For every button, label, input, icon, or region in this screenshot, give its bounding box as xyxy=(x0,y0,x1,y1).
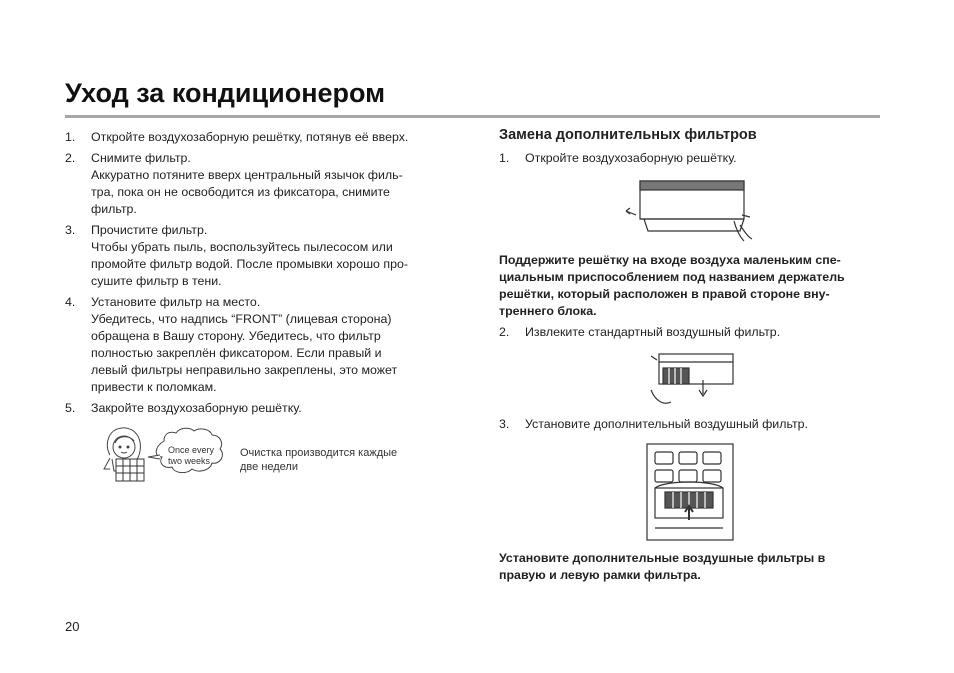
list-item xyxy=(65,150,450,218)
extra-filter-step-1 xyxy=(499,150,881,167)
note-line: Поддержите решётку на входе воздуха маленьким спе- xyxy=(499,253,841,267)
remove-filter-figure xyxy=(645,350,745,410)
list-item xyxy=(499,150,881,167)
list-item xyxy=(65,222,450,290)
caption-line: две недели xyxy=(240,461,298,473)
step-number: 4. xyxy=(65,295,76,309)
note-line: правую и левую рамки фильтра. xyxy=(499,568,701,582)
step-text: Установите фильтр на место. xyxy=(91,295,261,309)
extra-filter-step-2 xyxy=(499,324,881,345)
step-text: Закройте воздухозаборную решётку. xyxy=(91,401,302,415)
note-line: треннего блока. xyxy=(499,304,597,318)
list-item xyxy=(65,294,450,396)
step-text: сушите фильтр в тени. xyxy=(91,274,222,288)
step-text: Откройте воздухозаборную решётку, потянув её вверх. xyxy=(91,130,409,144)
step-text: привести к поломкам. xyxy=(91,380,217,394)
step-number: 1. xyxy=(499,151,510,165)
hand-icon xyxy=(651,390,671,403)
step-text: полностью закреплён фиксатором. Если правый и xyxy=(91,346,382,360)
list-item xyxy=(499,324,881,341)
cleaning-steps-list xyxy=(65,129,450,417)
step-number: 2. xyxy=(499,325,510,339)
list-item xyxy=(499,416,881,433)
step-text: обращена в Вашу сторону. Убедитесь, что фильтр xyxy=(91,329,381,343)
cleaning-reminder-illustration xyxy=(98,425,228,485)
extra-filter-step-3 xyxy=(499,416,881,437)
step-text: Прочистите фильтр. xyxy=(91,223,208,237)
caption-line: Очистка производится каждые xyxy=(240,447,398,459)
step-text: Откройте воздухозаборную решётку. xyxy=(525,151,737,165)
title-divider xyxy=(65,115,880,118)
filter-grid-icon xyxy=(116,459,144,481)
open-grille-figure xyxy=(618,175,768,245)
note-line: решётки, который расположен в правой стороне вну- xyxy=(499,287,830,301)
step-text: промойте фильтр водой. После промывки хорошо про- xyxy=(91,257,408,271)
step-text: Установите дополнительный воздушный фильтр. xyxy=(525,417,808,431)
note-text xyxy=(499,550,881,584)
grille-holder-note xyxy=(499,252,881,320)
step-text: Чтобы убрать пыль, воспользуйтесь пылесосом или xyxy=(91,240,393,254)
step-text: Снимите фильтр. xyxy=(91,151,191,165)
step-text: Аккуратно потяните вверх центральный язычок филь- xyxy=(91,168,403,182)
bubble-text: two weeks xyxy=(168,456,211,466)
step-text: левый фильтры неправильно закреплены, это может xyxy=(91,363,398,377)
step-number: 3. xyxy=(65,223,76,237)
speech-bubble-icon xyxy=(148,428,222,472)
step-text: Убедитесь, что надпись “FRONT” (лицевая сторона) xyxy=(91,312,392,326)
page-number: 20 xyxy=(65,619,80,634)
install-filter-figure xyxy=(645,442,735,542)
list-item xyxy=(65,129,450,146)
step-text: фильтр. xyxy=(91,202,137,216)
step-text: тра, пока он не освободится из фиксатора, снимите xyxy=(91,185,390,199)
step-number: 5. xyxy=(65,401,76,415)
step-number: 1. xyxy=(65,130,76,144)
note-text xyxy=(499,252,881,320)
extra-filter-final-note xyxy=(499,550,881,584)
section-heading: Замена дополнительных фильтров xyxy=(499,127,757,143)
list-item xyxy=(65,400,450,417)
note-line: Установите дополнительные воздушные фильтры в xyxy=(499,551,826,565)
step-number: 2. xyxy=(65,151,76,165)
left-column xyxy=(65,129,450,421)
right-column xyxy=(499,127,881,171)
page-title: Уход за кондиционером xyxy=(65,78,386,108)
step-text: Извлеките стандартный воздушный фильтр. xyxy=(525,325,781,339)
illustration-caption xyxy=(240,446,440,474)
step-number: 3. xyxy=(499,417,510,431)
bubble-text: Once every xyxy=(168,445,215,455)
note-line: циальным приспособлением под названием держатель xyxy=(499,270,845,284)
